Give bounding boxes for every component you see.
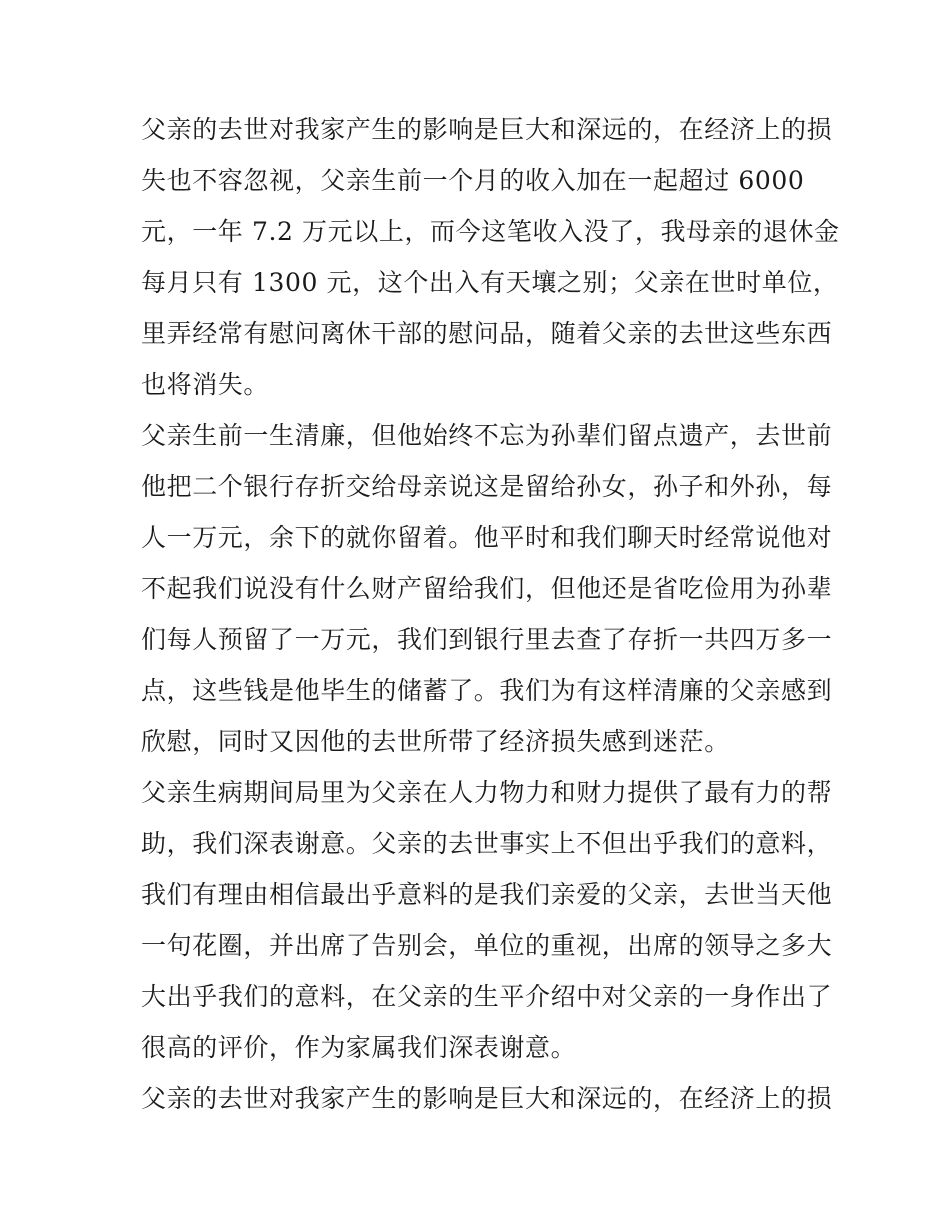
text-line: 点，这些钱是他毕生的储蓄了。我们为有这样清廉的父亲感到 bbox=[141, 676, 833, 705]
text-line: 人一万元，余下的就你留着。他平时和我们聊天时经常说他对 bbox=[141, 523, 833, 552]
text-line: 欣慰，同时又因他的去世所带了经济损失感到迷茫。 bbox=[141, 727, 730, 756]
text-line: 大出乎我们的意料，在父亲的生平介绍中对父亲的一身作出了 bbox=[141, 982, 833, 1011]
text-line: 每月只有 1300 元，这个出入有天壤之别；父亲在世时单位， bbox=[141, 268, 839, 297]
text-line: 父亲生前一生清廉，但他始终不忘为孙辈们留点遗产，去世前 bbox=[141, 421, 833, 450]
text-line: 不起我们说没有什么财产留给我们，但他还是省吃俭用为孙辈 bbox=[141, 574, 833, 603]
document-body bbox=[141, 104, 840, 1124]
text-line: 也将消失。 bbox=[141, 370, 270, 399]
text-line: 失也不容忽视，父亲生前一个月的收入加在一起超过 6000 bbox=[141, 166, 805, 195]
text-line: 很高的评价，作为家属我们深表谢意。 bbox=[141, 1033, 577, 1062]
text-line: 父亲的去世对我家产生的影响是巨大和深远的，在经济上的损 bbox=[141, 115, 833, 144]
text-line: 我们有理由相信最出乎意料的是我们亲爱的父亲，去世当天他 bbox=[141, 880, 833, 909]
text-line: 他把二个银行存折交给母亲说这是留给孙女，孙子和外孙，每 bbox=[141, 472, 833, 501]
text-line: 元，一年 7.2 万元以上，而今这笔收入没了，我母亲的退休金 bbox=[141, 217, 840, 246]
text-line: 父亲生病期间局里为父亲在人力物力和财力提供了最有力的帮 bbox=[141, 778, 833, 807]
text-line: 助，我们深表谢意。父亲的去世事实上不但出乎我们的意料， bbox=[141, 829, 833, 858]
text-line: 们每人预留了一万元，我们到银行里去查了存折一共四万多一 bbox=[141, 625, 833, 654]
text-line: 父亲的去世对我家产生的影响是巨大和深远的，在经济上的损 bbox=[141, 1084, 833, 1113]
text-line: 一句花圈，并出席了告别会，单位的重视，出席的领导之多大 bbox=[141, 931, 833, 960]
text-line: 里弄经常有慰问离休干部的慰问品，随着父亲的去世这些东西 bbox=[141, 319, 833, 348]
